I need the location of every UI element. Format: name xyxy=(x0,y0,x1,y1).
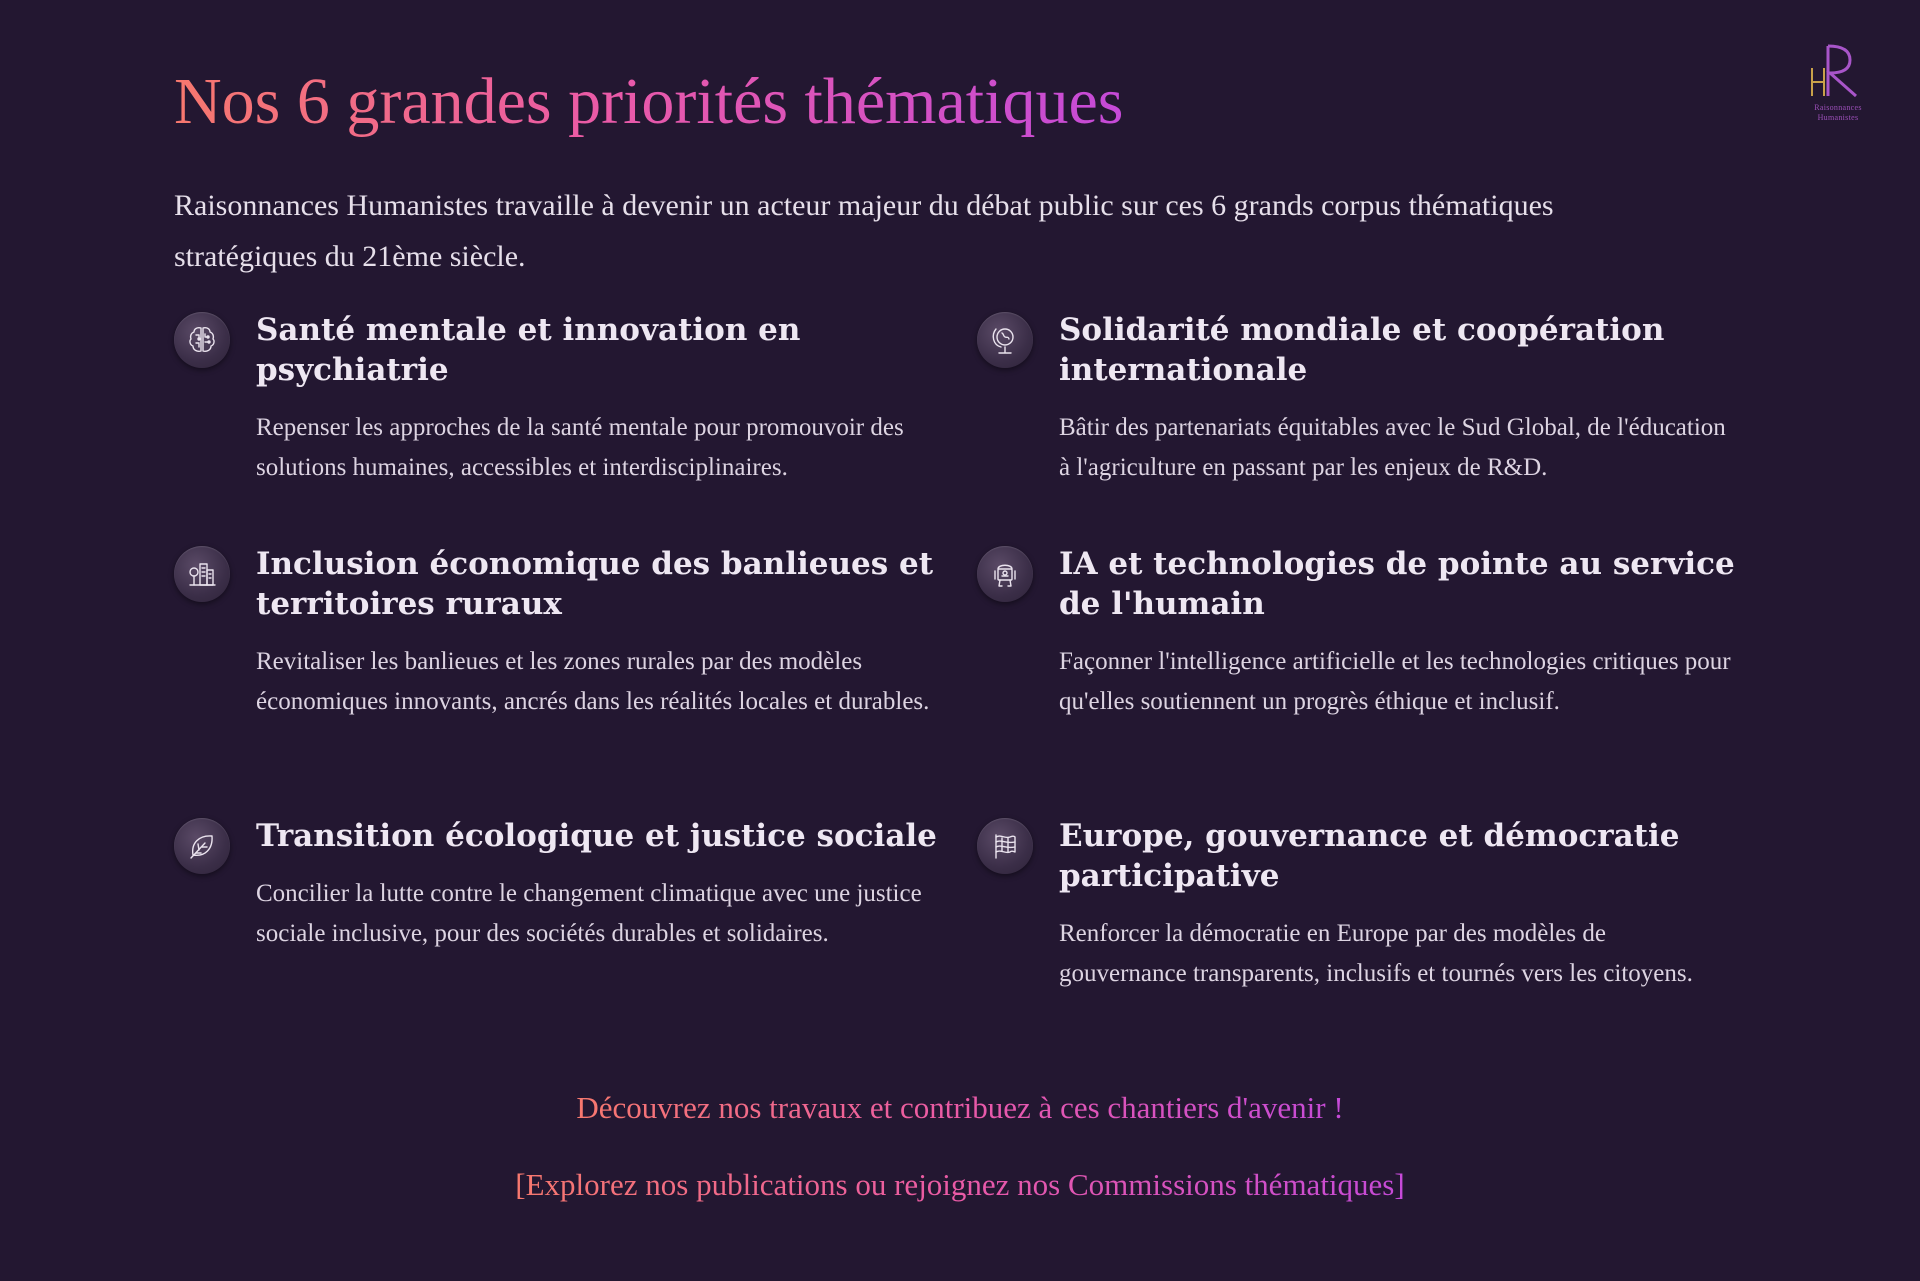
leaf-icon xyxy=(174,818,230,874)
page-title: Nos 6 grandes priorités thématiques xyxy=(174,62,1123,142)
priority-card-economic-inclusion xyxy=(174,544,977,816)
publications-link[interactable]: [Explorez nos publications ou rejoignez nos Commissions thématiques] xyxy=(515,1167,1405,1202)
priority-description: Renforcer la démocratie en Europe par des modèles de gouvernance transparents, inclusifs et tournés vers les citoyens. xyxy=(1059,920,1693,987)
cta-text: Découvrez nos travaux et contribuez à ces chantiers d'avenir ! xyxy=(576,1090,1344,1125)
priority-card-ai-technologies xyxy=(977,544,1737,816)
intro-paragraph: Raisonnances Humanistes travaille à devenir un acteur majeur du débat public sur ces 6 grands corpus thématiques stratégiques du 21ème siècle. xyxy=(174,189,1554,273)
robot-icon xyxy=(977,546,1033,602)
priority-title: Inclusion économique des banlieues et territoires ruraux xyxy=(256,546,934,622)
priority-card-europe-governance xyxy=(977,816,1737,1046)
priority-description: Façonner l'intelligence artificielle et les technologies critiques pour qu'elles soutiennent un progrès éthique et inclusif. xyxy=(1059,648,1731,715)
main-content xyxy=(174,62,1754,1046)
city-trees-icon xyxy=(174,546,230,602)
priority-card-ecological-transition xyxy=(174,816,977,1046)
logo-wordmark: Raisonnances Humanistes xyxy=(1814,103,1862,122)
priority-title: Transition écologique et justice sociale xyxy=(256,818,937,854)
priority-description: Bâtir des partenariats équitables avec le Sud Global, de l'éducation à l'agriculture en passant par les enjeux de R&D. xyxy=(1059,414,1726,481)
brain-icon xyxy=(174,312,230,368)
priority-title: Europe, gouvernance et démocratie participative xyxy=(1059,818,1680,894)
publications-link-row[interactable] xyxy=(0,1167,1920,1203)
brand-logo xyxy=(1798,40,1878,130)
priority-description: Concilier la lutte contre le changement climatique avec une justice sociale inclusive, pour des sociétés durables et solidaires. xyxy=(256,880,922,947)
flag-icon xyxy=(977,818,1033,874)
call-to-action xyxy=(0,1090,1920,1126)
priority-title: Solidarité mondiale et coopération internationale xyxy=(1059,312,1665,388)
priority-title: Santé mentale et innovation en psychiatrie xyxy=(256,312,801,388)
priority-description: Revitaliser les banlieues et les zones rurales par des modèles économiques innovants, ancrés dans les réalités locales et durables. xyxy=(256,648,930,715)
priority-card-mental-health xyxy=(174,310,977,544)
priority-description: Repenser les approches de la santé mentale pour promouvoir des solutions humaines, accessibles et interdisciplinaires. xyxy=(256,414,904,481)
globe-icon xyxy=(977,312,1033,368)
priorities-grid xyxy=(174,310,1754,1046)
logo-monogram-icon xyxy=(1798,40,1878,102)
priority-card-global-solidarity xyxy=(977,310,1737,544)
priority-title: IA et technologies de pointe au service de l'humain xyxy=(1059,546,1735,622)
